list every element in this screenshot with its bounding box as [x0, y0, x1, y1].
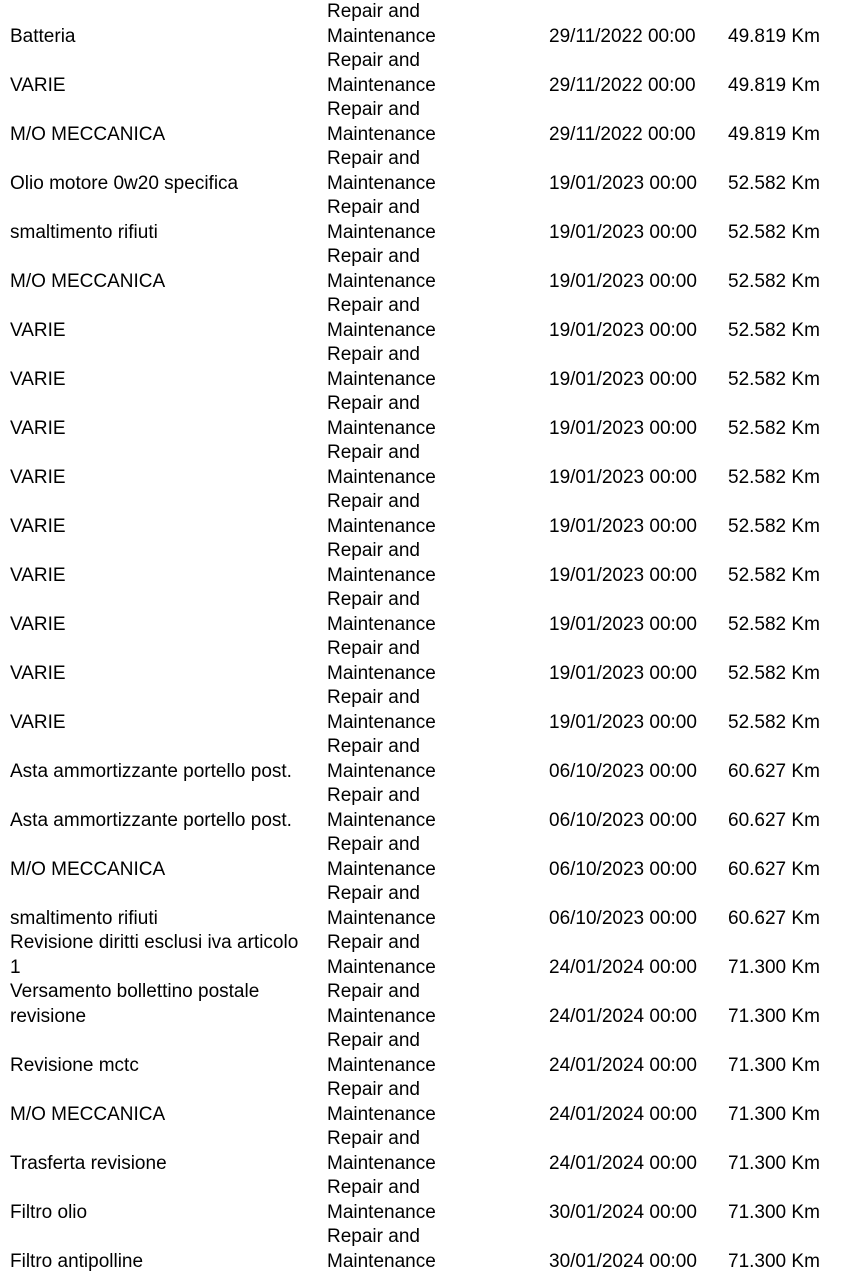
description-cell: [10, 1029, 322, 1078]
table-row: [0, 539, 854, 588]
description-cell: [10, 343, 322, 392]
description-text: Filtro olio: [10, 1201, 88, 1223]
description-cell: [10, 1176, 322, 1225]
description-text: smaltimento rifiuti: [10, 221, 158, 243]
description-text: Olio motore 0w20 specifica: [10, 172, 239, 194]
table-row: [0, 490, 854, 539]
description-cell: [10, 1078, 322, 1127]
description-text: Versamento bollettino postale: [10, 981, 260, 1002]
mileage-cell: 71.300 Km: [728, 1152, 820, 1174]
description-text: M/O MECCANICA: [10, 123, 166, 145]
mileage-cell: 71.300 Km: [728, 956, 820, 978]
table-row: [0, 686, 854, 735]
category-text: Maintenance: [327, 613, 436, 635]
date-cell: 29/11/2022 00:00: [549, 123, 696, 145]
category-text: Repair and: [327, 50, 420, 71]
category-text: Repair and: [327, 197, 420, 218]
category-text: Maintenance: [327, 466, 436, 488]
date-cell: 29/11/2022 00:00: [549, 74, 696, 96]
date-cell: 06/10/2023 00:00: [549, 907, 697, 929]
category-text: Repair and: [327, 148, 420, 169]
description-cell: [10, 686, 322, 735]
category-cell: [327, 196, 436, 245]
category-cell: [327, 735, 436, 784]
date-cell: 24/01/2024 00:00: [549, 1152, 697, 1174]
description-cell: [10, 588, 322, 637]
table-row: [0, 343, 854, 392]
category-text: Repair and: [327, 1177, 420, 1198]
mileage-cell: 52.582 Km: [728, 466, 820, 488]
table-row: [0, 441, 854, 490]
category-text: Maintenance: [327, 760, 436, 782]
category-text: Repair and: [327, 491, 420, 512]
date-cell: 30/01/2024 00:00: [549, 1201, 697, 1223]
table-row: [0, 833, 854, 882]
category-cell: [327, 588, 436, 637]
date-cell: 19/01/2023 00:00: [549, 417, 697, 439]
date-cell: 24/01/2024 00:00: [549, 1005, 697, 1027]
category-text: Repair and: [327, 246, 420, 267]
category-text: Maintenance: [327, 172, 436, 194]
category-text: Repair and: [327, 99, 420, 120]
mileage-cell: 52.582 Km: [728, 221, 820, 243]
category-cell: [327, 1078, 436, 1127]
category-text: Maintenance: [327, 270, 436, 292]
date-cell: 19/01/2023 00:00: [549, 319, 697, 341]
category-text: Repair and: [327, 393, 420, 414]
description-cell: [10, 735, 322, 784]
category-text: Maintenance: [327, 1005, 436, 1027]
category-text: Maintenance: [327, 956, 436, 978]
date-cell: 19/01/2023 00:00: [549, 613, 697, 635]
category-cell: [327, 343, 436, 392]
date-cell: 29/11/2022 00:00: [549, 25, 696, 47]
table-row: [0, 392, 854, 441]
category-text: Maintenance: [327, 319, 436, 341]
description-cell: [10, 392, 322, 441]
mileage-cell: 60.627 Km: [728, 858, 820, 880]
category-cell: [327, 931, 436, 980]
description-text: Revisione mctc: [10, 1054, 139, 1076]
description-text: VARIE: [10, 417, 66, 439]
category-text: Repair and: [327, 736, 420, 757]
description-text: VARIE: [10, 368, 66, 390]
description-text: M/O MECCANICA: [10, 858, 166, 880]
description-text: VARIE: [10, 613, 66, 635]
category-text: Maintenance: [327, 221, 436, 243]
description-text: Revisione diritti esclusi iva articolo: [10, 932, 299, 953]
description-text: VARIE: [10, 466, 66, 488]
mileage-cell: 52.582 Km: [728, 270, 820, 292]
description-text: Asta ammortizzante portello post.: [10, 760, 292, 782]
category-text: Maintenance: [327, 368, 436, 390]
date-cell: 19/01/2023 00:00: [549, 466, 697, 488]
description-cell: [10, 98, 322, 147]
category-text: Repair and: [327, 1226, 420, 1247]
category-text: Repair and: [327, 1030, 420, 1051]
description-text: Batteria: [10, 25, 76, 47]
table-row: [0, 196, 854, 245]
description-cell: [10, 0, 322, 49]
date-cell: 19/01/2023 00:00: [549, 515, 697, 537]
description-text: smaltimento rifiuti: [10, 907, 158, 929]
category-cell: [327, 980, 436, 1029]
mileage-cell: 71.300 Km: [728, 1054, 820, 1076]
category-cell: [327, 1176, 436, 1225]
date-cell: 06/10/2023 00:00: [549, 809, 697, 831]
date-cell: 19/01/2023 00:00: [549, 221, 697, 243]
category-text: Repair and: [327, 442, 420, 463]
category-text: Repair and: [327, 785, 420, 806]
table-row: [0, 1127, 854, 1176]
category-text: Maintenance: [327, 907, 436, 929]
date-cell: 24/01/2024 00:00: [549, 1103, 697, 1125]
table-row: [0, 931, 854, 980]
category-cell: [327, 637, 436, 686]
mileage-cell: 71.300 Km: [728, 1005, 820, 1027]
category-text: Maintenance: [327, 858, 436, 880]
category-text: Repair and: [327, 1, 420, 22]
table-row: [0, 49, 854, 98]
date-cell: 24/01/2024 00:00: [549, 1054, 697, 1076]
description-text: Asta ammortizzante portello post.: [10, 809, 292, 831]
date-cell: 24/01/2024 00:00: [549, 956, 697, 978]
category-text: Repair and: [327, 932, 420, 953]
date-cell: 19/01/2023 00:00: [549, 711, 697, 733]
table-row: [0, 1029, 854, 1078]
description-text: M/O MECCANICA: [10, 1103, 166, 1125]
table-row: [0, 1225, 854, 1274]
mileage-cell: 52.582 Km: [728, 711, 820, 733]
category-text: Maintenance: [327, 25, 436, 47]
mileage-cell: 52.582 Km: [728, 662, 820, 684]
description-text: 1: [10, 956, 21, 978]
description-text: VARIE: [10, 515, 66, 537]
category-cell: [327, 0, 436, 49]
description-cell: [10, 245, 322, 294]
category-cell: [327, 1127, 436, 1176]
category-text: Maintenance: [327, 564, 436, 586]
table-row: [0, 735, 854, 784]
table-row: [0, 637, 854, 686]
category-cell: [327, 539, 436, 588]
category-text: Maintenance: [327, 515, 436, 537]
mileage-cell: 60.627 Km: [728, 760, 820, 782]
date-cell: 19/01/2023 00:00: [549, 270, 697, 292]
description-cell: [10, 931, 322, 980]
description-text: VARIE: [10, 662, 66, 684]
description-cell: [10, 1225, 322, 1274]
category-text: Repair and: [327, 687, 420, 708]
mileage-cell: 49.819 Km: [728, 25, 820, 47]
table-row: [0, 294, 854, 343]
mileage-cell: 71.300 Km: [728, 1201, 820, 1223]
category-text: Maintenance: [327, 1103, 436, 1125]
mileage-cell: 52.582 Km: [728, 613, 820, 635]
description-cell: [10, 147, 322, 196]
description-cell: [10, 980, 322, 1029]
category-cell: [327, 392, 436, 441]
category-text: Maintenance: [327, 1201, 436, 1223]
table-row: [0, 784, 854, 833]
description-text: VARIE: [10, 74, 66, 96]
description-cell: [10, 294, 322, 343]
description-cell: [10, 441, 322, 490]
category-cell: [327, 98, 436, 147]
category-cell: [327, 245, 436, 294]
table-row: [0, 1176, 854, 1225]
description-cell: [10, 637, 322, 686]
description-text: revisione: [10, 1005, 87, 1027]
category-cell: [327, 294, 436, 343]
category-text: Maintenance: [327, 1054, 436, 1076]
mileage-cell: 60.627 Km: [728, 907, 820, 929]
date-cell: 19/01/2023 00:00: [549, 172, 697, 194]
mileage-cell: 60.627 Km: [728, 809, 820, 831]
category-text: Maintenance: [327, 74, 436, 96]
mileage-cell: 52.582 Km: [728, 368, 820, 390]
date-cell: 06/10/2023 00:00: [549, 760, 697, 782]
description-text: Filtro antipolline: [10, 1250, 144, 1272]
category-cell: [327, 49, 436, 98]
date-cell: 06/10/2023 00:00: [549, 858, 697, 880]
category-cell: [327, 441, 436, 490]
table-row: [0, 882, 854, 931]
date-cell: 19/01/2023 00:00: [549, 564, 697, 586]
category-text: Maintenance: [327, 662, 436, 684]
description-text: M/O MECCANICA: [10, 270, 166, 292]
category-cell: [327, 147, 436, 196]
mileage-cell: 49.819 Km: [728, 123, 820, 145]
category-text: Repair and: [327, 344, 420, 365]
category-text: Repair and: [327, 1079, 420, 1100]
table-row: [0, 98, 854, 147]
date-cell: 19/01/2023 00:00: [549, 368, 697, 390]
description-text: Trasferta revisione: [10, 1152, 167, 1174]
category-text: Repair and: [327, 981, 420, 1002]
category-text: Repair and: [327, 540, 420, 561]
category-cell: [327, 490, 436, 539]
category-text: Maintenance: [327, 1152, 436, 1174]
category-text: Repair and: [327, 295, 420, 316]
description-cell: [10, 196, 322, 245]
mileage-cell: 49.819 Km: [728, 74, 820, 96]
table-row: [0, 245, 854, 294]
date-cell: 19/01/2023 00:00: [549, 662, 697, 684]
description-cell: [10, 49, 322, 98]
description-text: VARIE: [10, 319, 66, 341]
description-cell: [10, 833, 322, 882]
description-text: VARIE: [10, 564, 66, 586]
description-cell: [10, 784, 322, 833]
category-cell: [327, 1029, 436, 1078]
description-cell: [10, 539, 322, 588]
category-text: Maintenance: [327, 123, 436, 145]
category-text: Maintenance: [327, 417, 436, 439]
description-cell: [10, 882, 322, 931]
category-text: Repair and: [327, 1128, 420, 1149]
table-row: [0, 1078, 854, 1127]
description-cell: [10, 490, 322, 539]
category-text: Repair and: [327, 834, 420, 855]
mileage-cell: 71.300 Km: [728, 1103, 820, 1125]
description-text: VARIE: [10, 711, 66, 733]
description-cell: [10, 1127, 322, 1176]
category-cell: [327, 1225, 436, 1274]
table-row: [0, 588, 854, 637]
mileage-cell: 52.582 Km: [728, 417, 820, 439]
category-cell: [327, 784, 436, 833]
date-cell: 30/01/2024 00:00: [549, 1250, 697, 1272]
mileage-cell: 71.300 Km: [728, 1250, 820, 1272]
table-row: [0, 147, 854, 196]
category-text: Maintenance: [327, 1250, 436, 1272]
category-cell: [327, 833, 436, 882]
mileage-cell: 52.582 Km: [728, 319, 820, 341]
table-row: [0, 980, 854, 1029]
category-text: Repair and: [327, 638, 420, 659]
mileage-cell: 52.582 Km: [728, 515, 820, 537]
category-cell: [327, 686, 436, 735]
category-text: Maintenance: [327, 809, 436, 831]
mileage-cell: 52.582 Km: [728, 172, 820, 194]
category-text: Repair and: [327, 589, 420, 610]
category-cell: [327, 882, 436, 931]
category-text: Repair and: [327, 883, 420, 904]
category-text: Maintenance: [327, 711, 436, 733]
mileage-cell: 52.582 Km: [728, 564, 820, 586]
table-row: [0, 0, 854, 49]
